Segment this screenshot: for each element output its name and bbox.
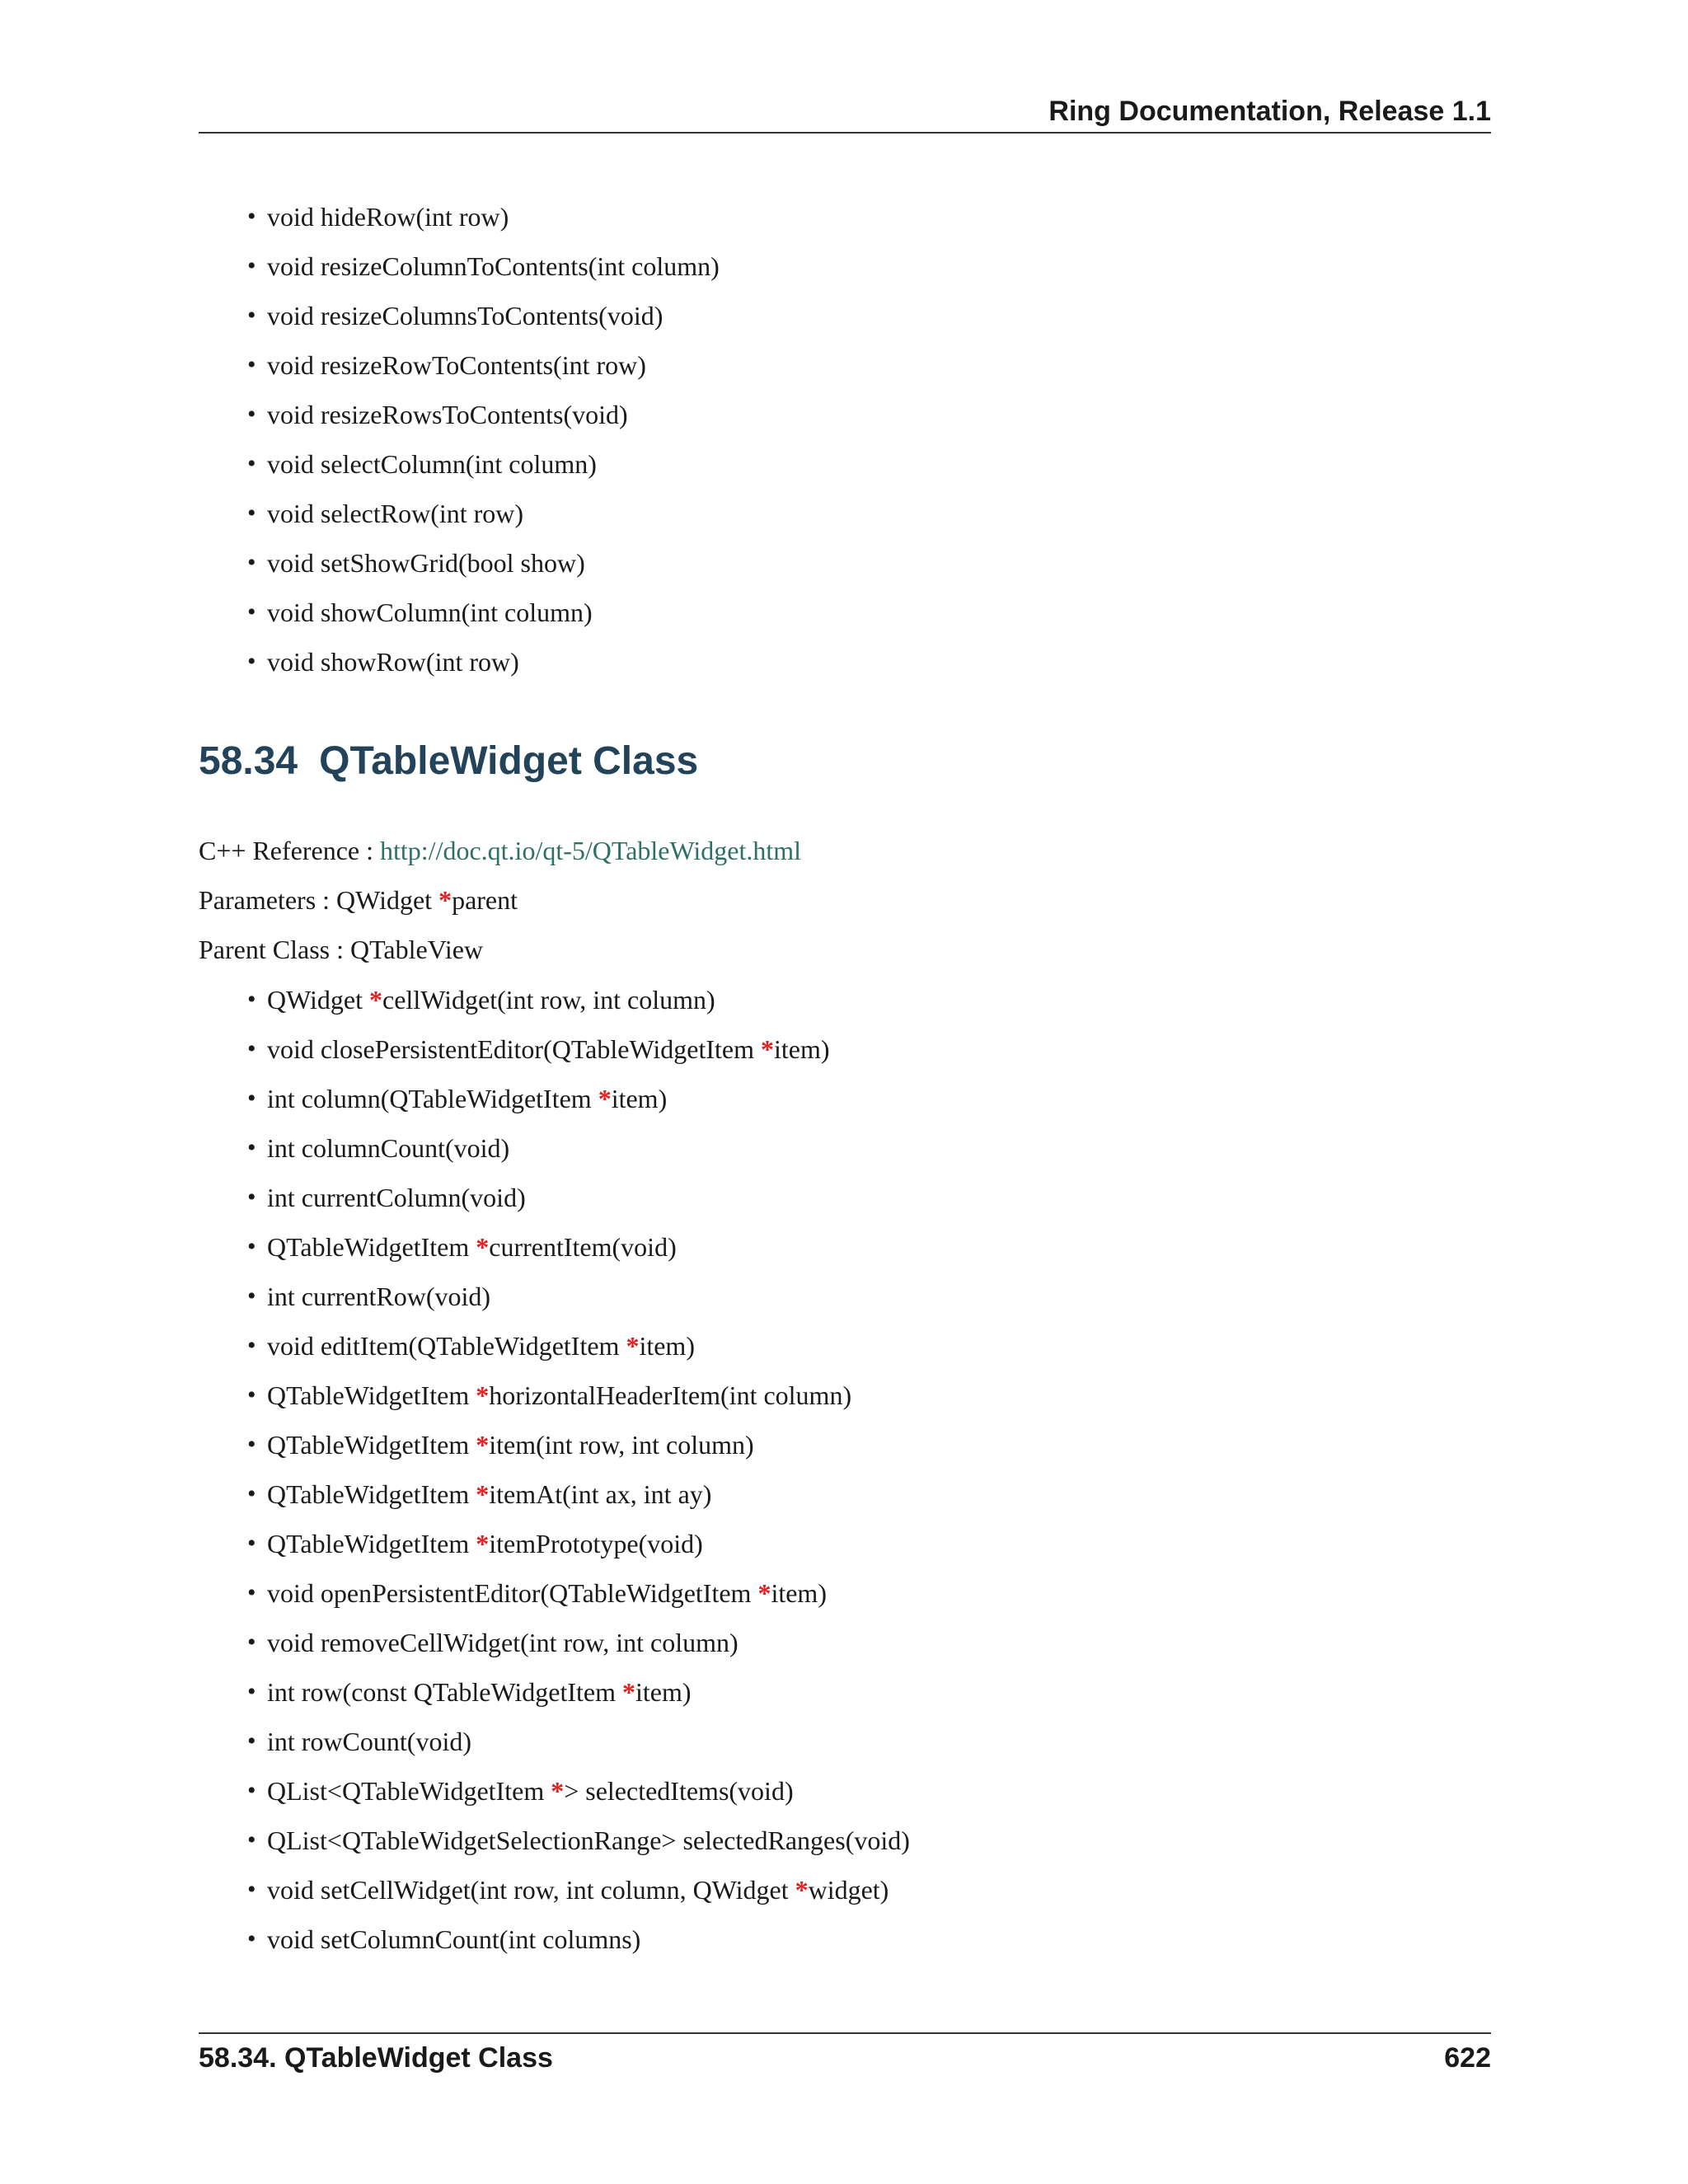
list-item xyxy=(247,1272,910,1321)
list-item: • void resizeColumnsToContents(void) xyxy=(247,291,720,340)
list-item: • void showRow(int row) xyxy=(247,637,720,687)
page-footer xyxy=(199,2032,1491,2083)
pointer-star: * xyxy=(760,1034,774,1064)
method-signature-end: item) xyxy=(639,1331,695,1361)
list-item xyxy=(247,1469,910,1519)
list-item xyxy=(247,975,910,1024)
method-signature-start: int rowCount(void) xyxy=(267,1727,471,1756)
pointer-star: * xyxy=(476,1529,490,1558)
method-signature-start: void setCellWidget(int row, int column, QWidget xyxy=(267,1875,795,1905)
method-signature-start: int currentRow(void) xyxy=(267,1282,491,1311)
method-signature-end: itemPrototype(void) xyxy=(489,1529,703,1558)
method-signature-start: int currentColumn(void) xyxy=(267,1183,526,1212)
method-signature-end: horizontalHeaderItem(int column) xyxy=(489,1380,852,1410)
list-item: • void selectRow(int row) xyxy=(247,489,720,538)
list-item xyxy=(247,1420,910,1469)
list-item xyxy=(247,1074,910,1123)
method-signature-end: item) xyxy=(773,1034,830,1064)
list-item xyxy=(247,1568,910,1618)
list-item xyxy=(247,1173,910,1222)
list-item: • void resizeRowToContents(int row) xyxy=(247,340,720,390)
list-item xyxy=(247,1371,910,1420)
method-signature-start: int row(const QTableWidgetItem xyxy=(267,1677,623,1707)
section-title: QTableWidget Class xyxy=(319,739,699,783)
pointer-star: * xyxy=(598,1084,612,1113)
list-item xyxy=(247,1519,910,1568)
list-item xyxy=(247,1024,910,1074)
parameters-line xyxy=(199,875,518,925)
section-heading xyxy=(199,738,698,784)
pointer-star: * xyxy=(757,1578,771,1608)
pointer-star: * xyxy=(795,1875,809,1905)
method-signature-start: QList<QTableWidgetItem xyxy=(267,1776,551,1806)
method-signature-end: currentItem(void) xyxy=(489,1232,677,1262)
method-signature-end: itemAt(int ax, int ay) xyxy=(489,1479,712,1509)
method-signature-end: cellWidget(int row, int column) xyxy=(382,985,715,1015)
pointer-star: * xyxy=(626,1331,640,1361)
list-item xyxy=(247,1667,910,1717)
cpp-reference-line xyxy=(199,826,801,875)
pointer-star: * xyxy=(551,1776,565,1806)
pointer-star: * xyxy=(476,1479,490,1509)
method-signature-start: QTableWidgetItem xyxy=(267,1232,476,1262)
cpp-reference-link[interactable]: http://doc.qt.io/qt-5/QTableWidget.html xyxy=(380,836,802,865)
list-item xyxy=(247,1123,910,1173)
list-item: • void resizeRowsToContents(void) xyxy=(247,390,720,439)
list-item xyxy=(247,1321,910,1371)
list-item xyxy=(247,1816,910,1865)
method-signature-start: int columnCount(void) xyxy=(267,1133,510,1163)
method-signature-end: item) xyxy=(635,1677,692,1707)
list-item xyxy=(247,1222,910,1272)
method-signature-start: void setColumnCount(int columns) xyxy=(267,1924,641,1954)
list-item xyxy=(247,1618,910,1667)
method-signature-start: QTableWidgetItem xyxy=(267,1529,476,1558)
method-signature-end: widget) xyxy=(808,1875,889,1905)
pointer-star: * xyxy=(622,1677,636,1707)
list-item xyxy=(247,1717,910,1766)
list-item: • void selectColumn(int column) xyxy=(247,439,720,489)
method-signature-start: QTableWidgetItem xyxy=(267,1430,476,1460)
method-signature-start: int column(QTableWidgetItem xyxy=(267,1084,598,1113)
footer-section-label: 58.34. QTableWidget Class xyxy=(199,2042,553,2074)
running-title: Ring Documentation, Release 1.1 xyxy=(1048,96,1491,127)
method-signature-end: item) xyxy=(771,1578,827,1608)
method-signature-start: void editItem(QTableWidgetItem xyxy=(267,1331,626,1361)
parameters-name: parent xyxy=(452,885,518,915)
page-header xyxy=(199,92,1491,134)
method-signature-start: QWidget xyxy=(267,985,370,1015)
list-item xyxy=(247,1766,910,1816)
method-signature-end: item) xyxy=(611,1084,668,1113)
parent-class-line: Parent Class : QTableView xyxy=(199,935,484,964)
method-list-qtableview xyxy=(247,192,720,687)
method-signature-start: void closePersistentEditor(QTableWidgetItem xyxy=(267,1034,761,1064)
method-signature-start: QTableWidgetItem xyxy=(267,1380,476,1410)
method-signature-start: QList<QTableWidgetSelectionRange> selectedRanges(void) xyxy=(267,1825,910,1855)
method-signature-end: item(int row, int column) xyxy=(489,1430,754,1460)
list-item: • void hideRow(int row) xyxy=(247,192,720,241)
list-item xyxy=(247,1865,910,1915)
list-item: • void resizeColumnToContents(int column) xyxy=(247,241,720,291)
pointer-star: * xyxy=(369,985,383,1015)
pointer-star: * xyxy=(438,885,452,915)
parameters-label: Parameters : QWidget xyxy=(199,885,439,915)
section-number: 58.34 xyxy=(199,739,298,783)
page-number: 622 xyxy=(1444,2042,1491,2074)
method-list-qtablewidget xyxy=(247,975,910,1964)
list-item: • void setShowGrid(bool show) xyxy=(247,538,720,588)
list-item xyxy=(247,1915,910,1964)
list-item: • void showColumn(int column) xyxy=(247,588,720,637)
pointer-star: * xyxy=(476,1232,490,1262)
method-signature-end: > selectedItems(void) xyxy=(564,1776,794,1806)
pointer-star: * xyxy=(476,1430,490,1460)
method-signature-start: QTableWidgetItem xyxy=(267,1479,476,1509)
method-signature-start: void openPersistentEditor(QTableWidgetItem xyxy=(267,1578,758,1608)
method-signature-start: void removeCellWidget(int row, int column) xyxy=(267,1628,738,1657)
pointer-star: * xyxy=(476,1380,490,1410)
cpp-reference-label: C++ Reference : xyxy=(199,836,380,865)
